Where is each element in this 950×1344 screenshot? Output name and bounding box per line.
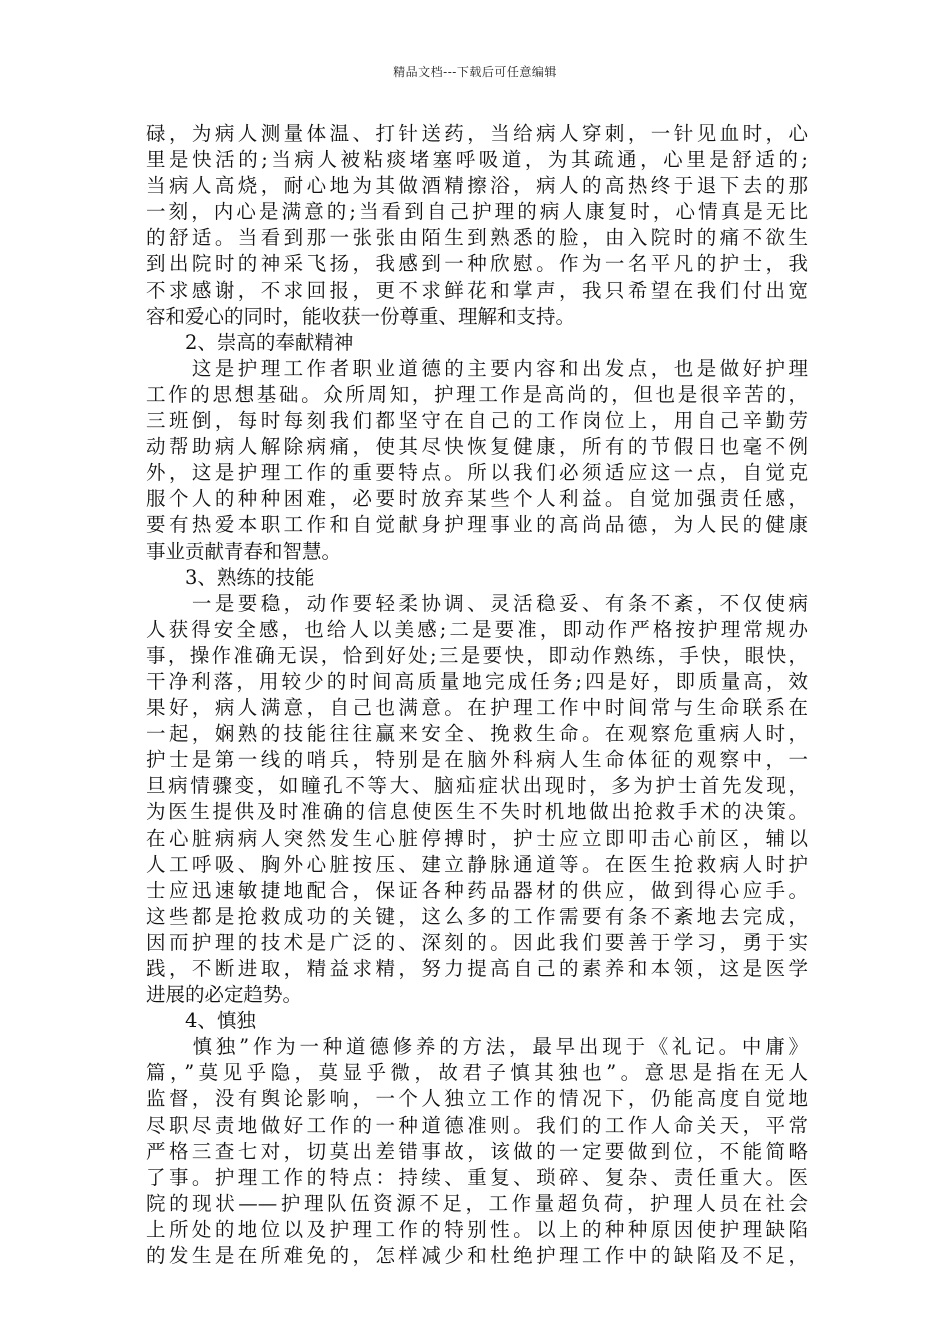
text-line: 碌，为病人测量体温、打针送药，当给病人穿刺，一针见血时，心 bbox=[146, 122, 808, 145]
text-line: 监督，没有舆论影响，一个人独立工作的情况下，仍能高度自觉地 bbox=[146, 1087, 808, 1111]
text-line: 为医生提供及时准确的信息使医生不失时机地做出抢救手术的决策。 bbox=[146, 800, 808, 824]
text-line: 篇，”莫见乎隐，莫显乎微，故君子慎其独也”。意思是指在无人 bbox=[146, 1061, 808, 1085]
page-header: 精品文档---下载后可任意编辑 bbox=[393, 65, 557, 79]
text-line: 院的现状——护理队伍资源不足，工作量超负荷，护理人员在社会 bbox=[146, 1191, 808, 1215]
text-line: 人工呼吸、胸外心脏按压、建立静脉通道等。在医生抢救病人时护 bbox=[146, 852, 808, 876]
text-line: 工作的思想基础。众所周知，护理工作是高尚的，但也是很辛苦的， bbox=[146, 382, 808, 406]
text-line: 旦病情骤变，如瞳孔不等大、脑疝症状出现时，多为护士首先发现， bbox=[146, 774, 808, 798]
text-line: 干净利落，用较少的时间高质量地完成任务;四是好，即质量高，效 bbox=[146, 669, 808, 693]
text-line: 慎独”作为一种道德修养的方法，最早出现于《礼记。中庸》 bbox=[146, 1035, 808, 1059]
text-line: 当病人高烧，耐心地为其做酒精擦浴，病人的高热终于退下去的那 bbox=[146, 174, 808, 198]
text-line: 士应迅速敏捷地配合，保证各种药品器材的供应，做到得心应手。 bbox=[146, 878, 808, 902]
text-line: 这些都是抢救成功的关键，这么多的工作需要有条不紊地去完成， bbox=[146, 904, 808, 928]
text-line: 了事。护理工作的特点：持续、重复、琐碎、复杂、责任重大。医 bbox=[146, 1165, 808, 1189]
text-line: 要有热爱本职工作和自觉献身护理事业的高尚品德，为人民的健康 bbox=[146, 513, 808, 537]
text-line: 容和爱心的同时，能收获一份尊重、理解和支持。 bbox=[146, 304, 576, 328]
text-line: 因而护理的技术是广泛的、深刻的。因此我们要善于学习，勇于实 bbox=[146, 930, 808, 954]
text-line: 上所处的地位以及护理工作的特别性。以上的种种原因使护理缺陷 bbox=[146, 1217, 808, 1241]
text-line: 不求感谢，不求回报，更不求鲜花和掌声，我只希望在我们付出宽 bbox=[146, 278, 808, 302]
text-line: 事，操作准确无误，恰到好处;三是要快，即动作熟练，手快，眼快， bbox=[146, 643, 808, 667]
text-line: 践，不断进取，精益求精，努力提高自己的素养和本领，这是医学 bbox=[146, 957, 808, 980]
text-line: 的发生是在所难免的，怎样减少和杜绝护理工作中的缺陷及不足， bbox=[146, 1244, 808, 1268]
text-line: 果好，病人满意，自己也满意。在护理工作中时间常与生命联系在 bbox=[146, 696, 808, 720]
text-line: 事业贡献青春和智慧。 bbox=[146, 539, 342, 563]
text-line: 一刻，内心是满意的;当看到自己护理的病人康复时，心情真是无比 bbox=[146, 200, 808, 224]
text-line: 护士是第一线的哨兵，特别是在脑外科病人生命体征的观察中，一 bbox=[146, 748, 808, 772]
text-line: 一起，娴熟的技能往往赢来安全、挽救生命。在观察危重病人时， bbox=[146, 722, 808, 746]
text-line: 一是要稳，动作要轻柔协调、灵活稳妥、有条不紊，不仅使病 bbox=[146, 591, 808, 615]
text-line: 在心脏病病人突然发生心脏停搏时，护士应立即叩击心前区，辅以 bbox=[146, 826, 808, 850]
section-heading: 3、熟练的技能 bbox=[146, 565, 315, 589]
text-line: 到出院时的神采飞扬，我感到一种欣慰。作为一名平凡的护士，我 bbox=[146, 252, 808, 276]
text-line: 人获得安全感，也给人以美感;二是要准，即动作严格按护理常规办 bbox=[146, 617, 808, 641]
text-line: 的舒适。当看到那一张张由陌生到熟悉的脸，由入院时的痛不欲生 bbox=[146, 226, 808, 250]
document-body bbox=[146, 121, 808, 1269]
text-line: 服个人的种种困难，必要时放弃某些个人利益。自觉加强责任感， bbox=[146, 487, 808, 511]
text-line: 严格三查七对，切莫出差错事故，该做的一定要做到位，不能简略 bbox=[146, 1139, 808, 1163]
text-line: 动帮助病人解除病痛，使其尽快恢复健康，所有的节假日也毫不例 bbox=[146, 435, 808, 459]
section-heading: 2、崇高的奉献精神 bbox=[146, 330, 354, 354]
text-line: 里是快活的;当病人被粘痰堵塞呼吸道，为其疏通，心里是舒适的; bbox=[146, 148, 808, 172]
text-line: 这是护理工作者职业道德的主要内容和出发点，也是做好护理 bbox=[146, 356, 808, 380]
text-line: 进展的必定趋势。 bbox=[146, 983, 303, 1007]
text-line: 尽职尽责地做好工作的一种道德准则。我们的工作人命关天，平常 bbox=[146, 1113, 808, 1137]
section-heading: 4、慎独 bbox=[146, 1009, 256, 1033]
text-line: 外，这是护理工作的重要特点。所以我们必须适应这一点，自觉克 bbox=[146, 461, 808, 485]
text-line: 三班倒，每时每刻我们都坚守在自己的工作岗位上，用自己辛勤劳 bbox=[146, 409, 808, 433]
